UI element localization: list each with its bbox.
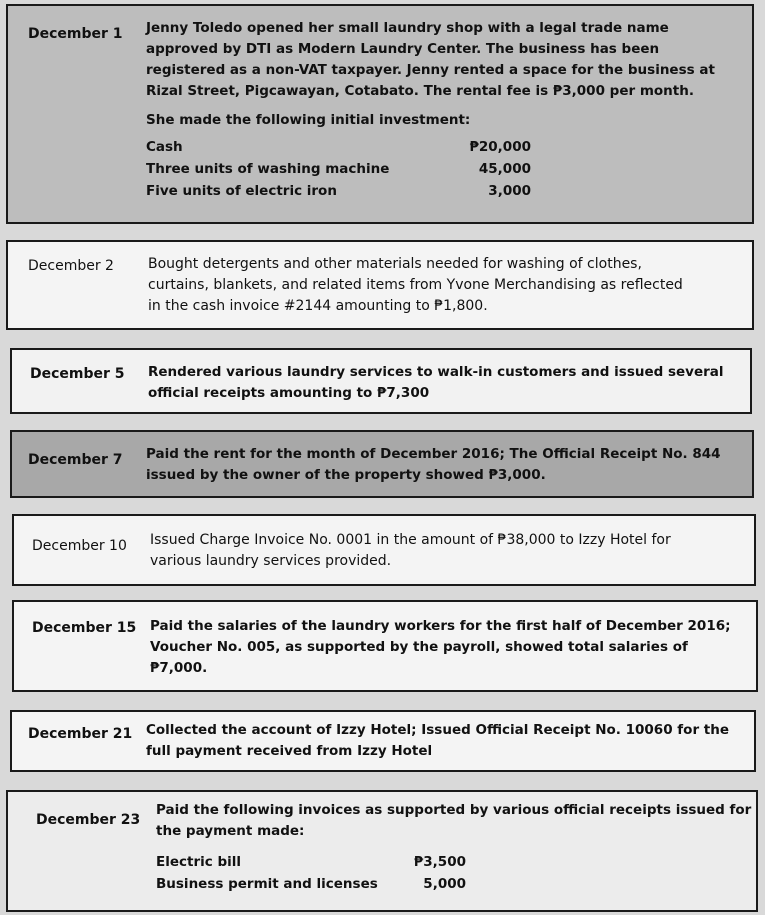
entry-line: Rendered various laundry services to walk-in customers and issued several xyxy=(148,364,724,380)
entry-line: Paid the following invoices as supported by various official receipts issued for xyxy=(156,802,752,818)
entry-line: approved by DTI as Modern Laundry Center. The business has been xyxy=(146,41,660,57)
entry-dec-5 xyxy=(10,348,752,414)
payment-amount: 5,000 xyxy=(423,876,466,892)
investment-label: Three units of washing machine xyxy=(146,161,390,177)
entry-dec-7 xyxy=(10,430,754,498)
entry-text xyxy=(150,530,750,572)
payment-label: Electric bill xyxy=(156,854,241,870)
entry-line: ₱7,000. xyxy=(150,660,208,676)
entry-line: Voucher No. 005, as supported by the payroll, showed total salaries of xyxy=(150,639,688,655)
entry-line: registered as a non-VAT taxpayer. Jenny rented a space for the business at xyxy=(146,62,715,78)
entry-date: December 23 xyxy=(36,812,141,828)
entry-date: December 7 xyxy=(28,452,123,468)
entry-date: December 15 xyxy=(32,620,137,636)
investment-label: Cash xyxy=(146,139,183,155)
investment-amount: 45,000 xyxy=(478,161,531,177)
entry-text xyxy=(146,720,752,762)
entry-dec-21 xyxy=(10,710,756,772)
entry-dec-23 xyxy=(6,790,758,912)
entry-text xyxy=(148,362,748,404)
investment-row xyxy=(146,137,531,159)
payment-label: Business permit and licenses xyxy=(156,876,378,892)
entry-line: full payment received from Izzy Hotel xyxy=(146,743,433,759)
investment-amount: 3,000 xyxy=(488,183,531,199)
entry-line: in the cash invoice #2144 amounting to ₱1,800. xyxy=(148,298,488,314)
payment-list xyxy=(156,852,466,896)
entry-dec-2 xyxy=(6,240,754,330)
investment-label: Five units of electric iron xyxy=(146,183,337,199)
entry-line: Collected the account of Izzy Hotel; Issued Official Receipt No. 10060 for the xyxy=(146,722,730,738)
entry-line: Jenny Toledo opened her small laundry shop with a legal trade name xyxy=(146,20,669,36)
entry-date: December 5 xyxy=(30,366,125,382)
payment-row xyxy=(156,874,466,896)
entry-line: Issued Charge Invoice No. 0001 in the amount of ₱38,000 to Izzy Hotel for xyxy=(150,532,671,548)
entry-date: December 10 xyxy=(32,538,127,554)
entry-text xyxy=(146,18,746,203)
entry-line: official receipts amounting to ₱7,300 xyxy=(148,385,430,401)
entry-date: December 2 xyxy=(28,258,114,274)
entry-text xyxy=(148,254,748,317)
investment-amount: ₱20,000 xyxy=(469,139,531,155)
entry-dec-15 xyxy=(12,600,758,692)
investment-row xyxy=(146,181,531,203)
investment-list xyxy=(146,137,531,203)
entry-line: the payment made: xyxy=(156,823,305,839)
entry-date: December 1 xyxy=(28,26,123,42)
entry-line: issued by the owner of the property showed ₱3,000. xyxy=(146,467,546,483)
investment-heading: She made the following initial investment: xyxy=(146,112,471,128)
entry-line: Paid the rent for the month of December 2016; The Official Receipt No. 844 xyxy=(146,446,721,462)
entry-dec-10 xyxy=(12,514,756,586)
entry-line: various laundry services provided. xyxy=(150,553,392,569)
entry-line: curtains, blankets, and related items from Yvone Merchandising as reflected xyxy=(148,277,683,293)
entry-line: Rizal Street, Pigcawayan, Cotabato. The rental fee is ₱3,000 per month. xyxy=(146,83,694,99)
entry-text xyxy=(146,444,750,486)
payment-row xyxy=(156,852,466,874)
entry-date: December 21 xyxy=(28,726,133,742)
entry-text xyxy=(156,800,752,896)
entry-line: Paid the salaries of the laundry workers for the first half of December 2016; xyxy=(150,618,731,634)
payment-amount: ₱3,500 xyxy=(413,854,466,870)
entry-dec-1 xyxy=(6,4,754,224)
entry-text xyxy=(150,616,754,679)
investment-row xyxy=(146,159,531,181)
entry-line: Bought detergents and other materials needed for washing of clothes, xyxy=(148,256,642,272)
